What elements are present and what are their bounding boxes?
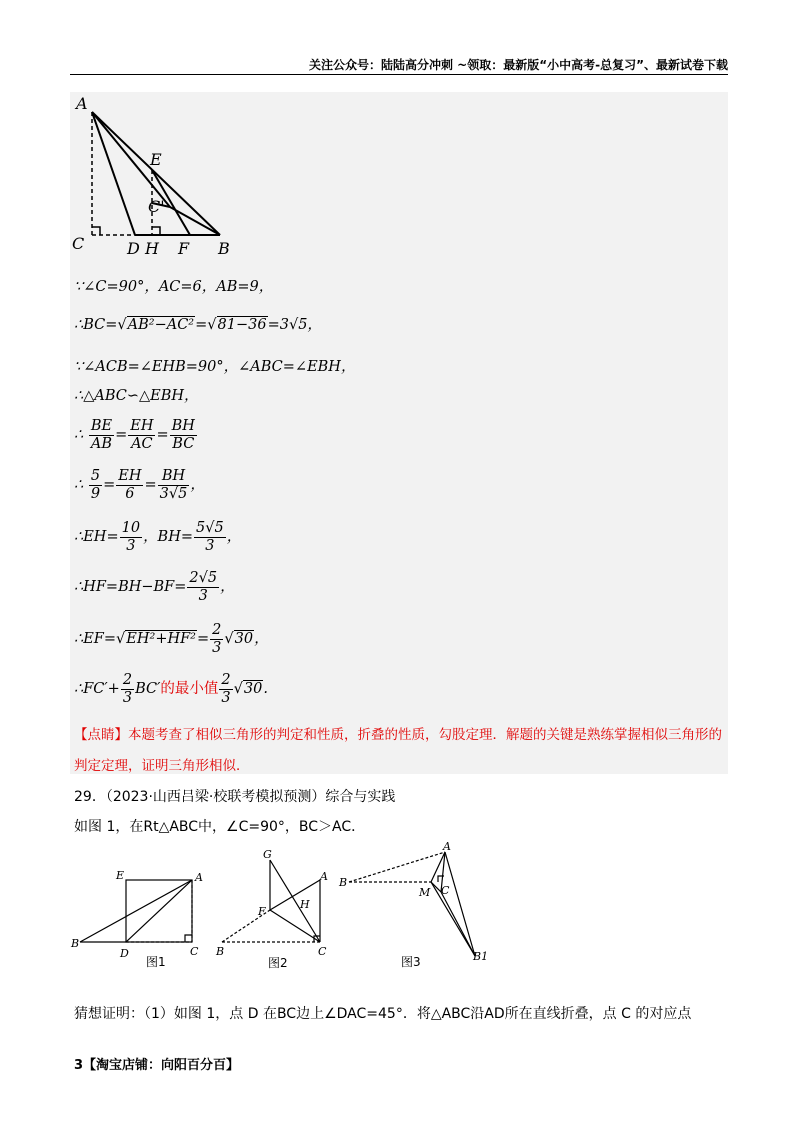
fig1-caption: 图1 (146, 955, 166, 969)
fig1-label-D: D (120, 947, 129, 960)
fig2-label-G: G (263, 848, 272, 861)
label-C: C (72, 234, 85, 253)
figure-2 (212, 842, 342, 972)
problem-number: 29．（2023·山西吕梁·校联考模拟预测）综合与实践 (74, 789, 396, 805)
fig1-label-C: C (190, 945, 199, 958)
fig3-label-A: A (443, 840, 451, 853)
solution-line-2: ∴BC=√AB²−AC²=√81−36=3√5， (74, 317, 322, 333)
fig1-label-E: E (116, 869, 125, 882)
label-C-prime: C' (148, 197, 165, 216)
fig2-label-F: F (258, 905, 266, 918)
fig2-label-H: H (300, 898, 310, 911)
header-rule (70, 74, 728, 75)
label-A: A (76, 94, 88, 113)
solution-line-7: ∴EH= $\frac{10}{3}$ ，BH= $\frac{5√5}{3}$ ， (74, 520, 242, 554)
solution-line-6: ∴ $\frac{5}{9}$ = $\frac{EH}{6}$ = $\frac{BH}{3√5}$ ， (74, 468, 205, 502)
top-geometry-figure (70, 92, 240, 262)
label-B: B (218, 239, 230, 258)
label-H: H (145, 239, 159, 258)
solution-note: 【点睛】本题考查了相似三角形的判定和性质，折叠的性质，勾股定理．解题的关键是熟练掌握相似三角形的判定定理，证明三角形相似． (74, 727, 722, 774)
solution-line-4: ∴△ABC∽△EBH， (74, 388, 199, 404)
page-header: 关注公众号：陆陆高分冲刺 ~领取：最新版“小中高考-总复习”、最新试卷下载 (309, 58, 728, 72)
solution-line-10: ∴FC′+ $\frac{2}{3}$ BC′的最小值 $\frac{2}{3}$ √30. (74, 672, 268, 706)
fig2-label-C: C (318, 945, 327, 958)
fig2-caption: 图2 (268, 956, 288, 970)
problem-guess: 猜想证明：（1）如图 1，点 D 在BC边上∠DAC=45°．将△ABC沿AD所在直线折叠，点 C 的对应点 (74, 1006, 692, 1022)
label-E: E (150, 150, 162, 169)
fig2-label-B: B (216, 945, 225, 958)
solution-line-1: ∵∠C=90°，AC=6，AB=9， (74, 279, 274, 295)
fig1-label-A: A (195, 871, 203, 884)
label-D: D (127, 239, 140, 258)
figure-1 (70, 862, 220, 972)
solution-line-3: ∵∠ACB=∠EHB=90°，∠ABC=∠EBH， (74, 359, 356, 375)
solution-line-9: ∴EF=√EH²+HF²= $\frac{2}{3}$ √30， (74, 622, 269, 656)
fig3-label-B1: B1 (473, 950, 489, 963)
solution-line-8: ∴HF=BH−BF= $\frac{2√5}{3}$ ， (74, 570, 235, 604)
page-footer: 3【淘宝店铺：向阳百分百】 (74, 1058, 240, 1073)
label-F: F (178, 239, 190, 258)
fig3-label-C: C (441, 884, 450, 897)
fig3-label-M: M (419, 886, 431, 899)
fig2-label-A: A (320, 870, 328, 883)
solution-line-5: ∴ $\frac{BE}{AB}$ = $\frac{EH}{AC}$ = $\frac{BH}{BC}$ (74, 418, 195, 452)
problem-intro: 如图 1，在Rt△ABC中，∠C=90°，BC＞AC． (74, 819, 366, 835)
fig1-label-B: B (71, 937, 80, 950)
fig3-caption: 图3 (401, 955, 421, 969)
figure-3 (335, 836, 495, 976)
fig3-label-B: B (339, 876, 348, 889)
